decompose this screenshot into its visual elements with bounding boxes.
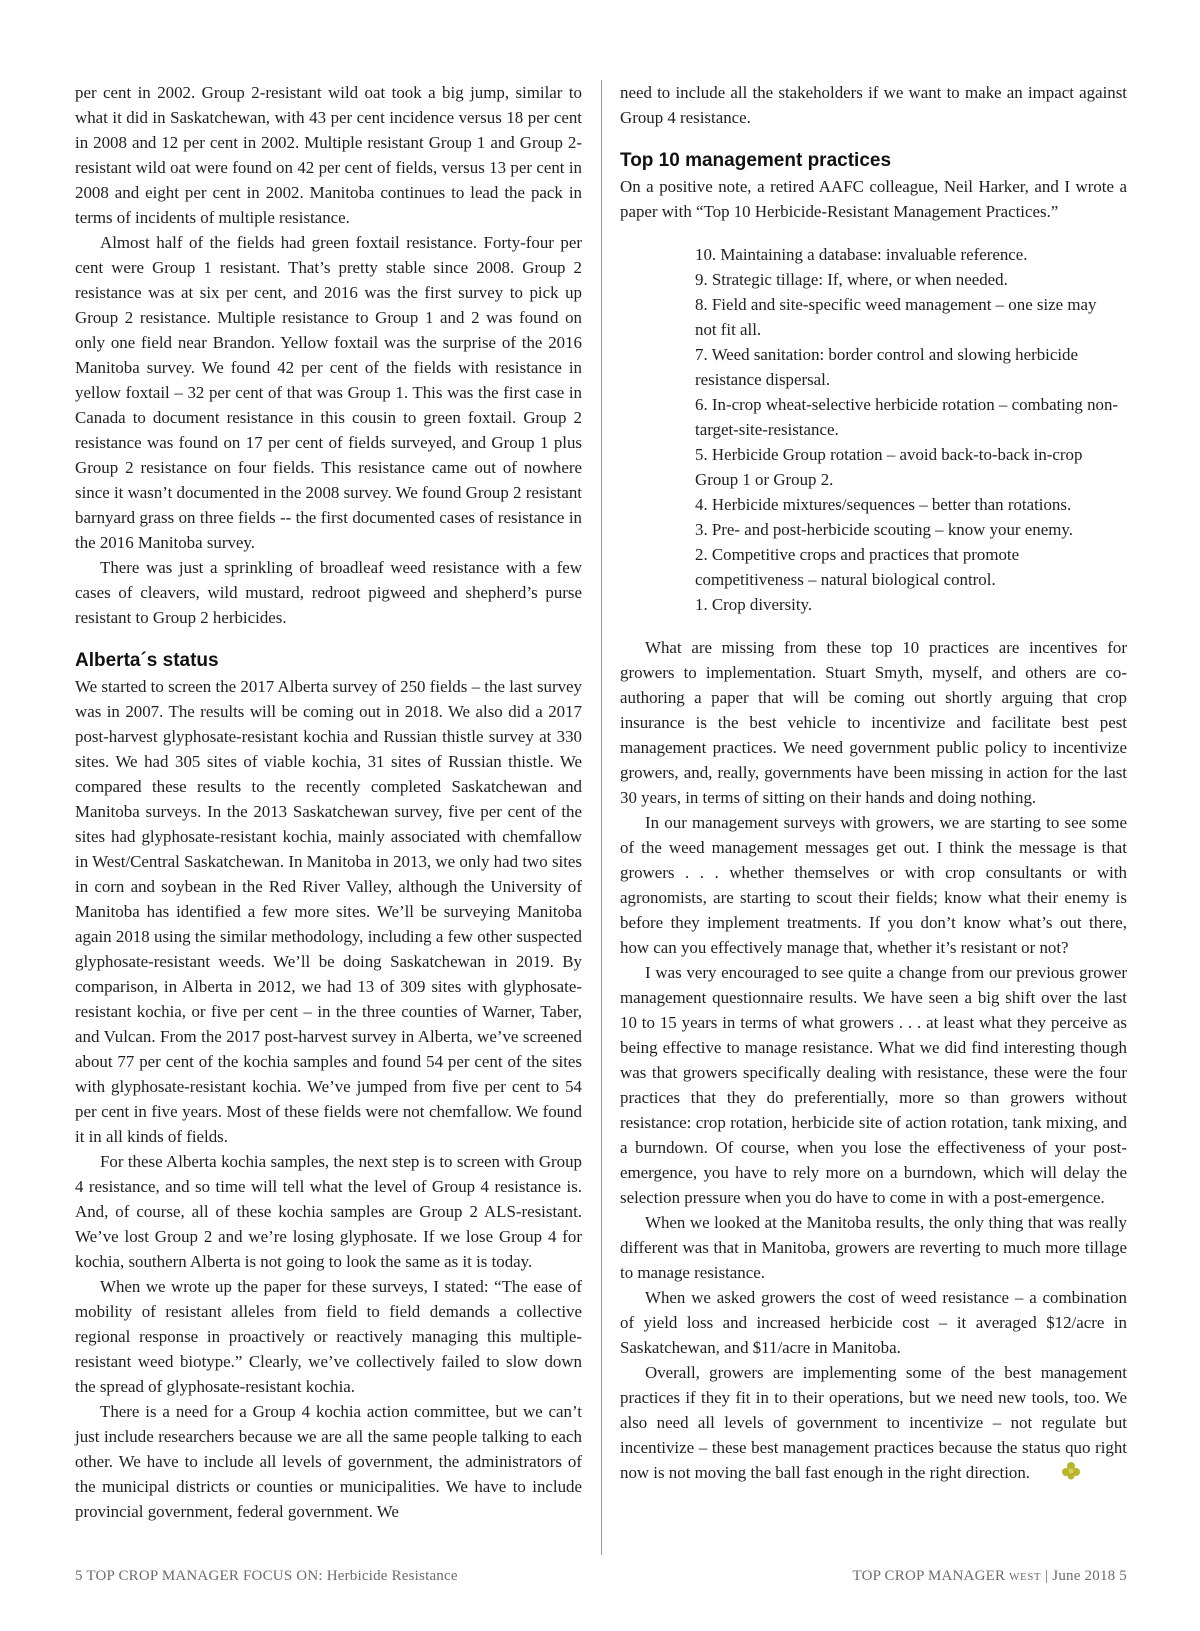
list-item: 4. Herbicide mixtures/sequences – better than rotations. xyxy=(695,495,1072,514)
paragraph: When we asked growers the cost of weed resistance – a combination of yield loss and increased herbicide cost – it averaged $12/acre in Saskatchewan, and $11/acre in Manitoba. xyxy=(620,1288,1127,1357)
footer-date: June 2018 5 xyxy=(1052,1568,1127,1584)
paragraph: per cent in 2002. Group 2-resistant wild oat took a big jump, similar to what it did in Saskatchewan, with 43 per cent incidence versus 18 per cent in 2008 and 12 per cent in 2002. Multiple resistant Group 1 and Group 2-resistant wild oat were found on 42 per cent of fields, versus 13 per cent in 2008 and eight per cent in 2002. Manitoba continues to lead the pack in terms of incidents of multiple resistance. xyxy=(75,83,582,227)
paragraph: When we wrote up the paper for these surveys, I stated: “The ease of mobility of resistant alleles from field to field demands a collective regional response in proactively or reactively managing this multiple-resistant weed biotype.” Clearly, we’ve collectively failed to slow down the spread of glyphosate-resistant kochia. xyxy=(75,1277,582,1396)
list-item: 7. Weed sanitation: border control and slowing herbicide resistance dispersal. xyxy=(695,345,1078,389)
column-divider xyxy=(601,80,602,1555)
list-item: 3. Pre- and post-herbicide scouting – know your enemy. xyxy=(695,520,1073,539)
footer-edition: WEST xyxy=(1009,1571,1042,1583)
paragraph: There was just a sprinkling of broadleaf weed resistance with a few cases of cleavers, wild mustard, redroot pigweed and shepherd’s purse resistant to Group 2 herbicides. xyxy=(75,558,582,627)
paragraph: On a positive note, a retired AAFC colleague, Neil Harker, and I wrote a paper with “Top 10 Herbicide-Resistant Management Practices.” xyxy=(620,177,1127,221)
paragraph: need to include all the stakeholders if we want to make an impact against Group 4 resistance. xyxy=(620,83,1127,127)
left-column xyxy=(75,80,582,1524)
paragraph: For these Alberta kochia samples, the next step is to screen with Group 4 resistance, and so time will tell what the level of Group 4 resistance is. And, of course, all of these kochia samples are Group 2 ALS-resistant. We’ve lost Group 2 and we’re losing glyphosate. If we lose Group 4 for kochia, southern Alberta is not going to look the same as it is today. xyxy=(75,1152,582,1271)
paragraph-text: Overall, growers are implementing some of the best management practices if they fit in to their operations, but we need new tools, too. We also need all levels of government to incentivize – not regulate but incentivize – these best management practices because the status quo right now is not moving the ball fast enough in the right direction. xyxy=(620,1363,1127,1482)
footer-divider: | xyxy=(1045,1568,1049,1584)
paragraph-final xyxy=(620,1360,1127,1488)
list-item: 6. In-crop wheat-selective herbicide rotation – combating non-target-site-resistance. xyxy=(695,395,1119,439)
leaf-end-icon xyxy=(1036,1461,1081,1488)
paragraph: Almost half of the fields had green foxtail resistance. Forty-four per cent were Group 1 resistant. That’s pretty stable since 2008. Group 2 resistance was at six per cent, and 2016 was the first survey to pick up Group 2 resistance. Multiple resistance to Group 1 and 2 was found on only one field near Brandon. Yellow foxtail was the surprise of the 2016 Manitoba survey. We found 42 per cent of the fields with resistance in yellow foxtail – 32 per cent of that was Group 1. This was the first case in Canada to document resistance in this cousin to green foxtail. Group 2 resistance was found on 17 per cent of fields surveyed, and Group 1 plus Group 2 resistance on four fields. This resistance came out of nowhere since it wasn’t documented in the 2008 survey. We found Group 2 resistant barnyard grass on three fields -- the first documented cases of resistance in the 2016 Manitoba survey. xyxy=(75,233,582,552)
list-item: 1. Crop diversity. xyxy=(695,595,813,614)
footer-left: 5 TOP CROP MANAGER FOCUS ON: Herbicide Resistance xyxy=(75,1568,458,1584)
list-item: 2. Competitive crops and practices that promote competitiveness – natural biological control. xyxy=(695,545,1020,589)
paragraph: There is a need for a Group 4 kochia action committee, but we can’t just include researchers because we are all the same people talking to each other. We have to include all levels of government, the administrators of the municipal districts or counties or municipalities. We have to include provincial government, federal government. We xyxy=(75,1402,582,1521)
paragraph: When we looked at the Manitoba results, the only thing that was really different was that in Manitoba, growers are reverting to much more tillage to manage resistance. xyxy=(620,1213,1127,1282)
paragraph: I was very encouraged to see quite a change from our previous grower management questionnaire results. We have seen a big shift over the last 10 to 15 years in terms of what growers . . . at least what they perceive as being effective to manage resistance. What we did find interesting though was that growers specifically dealing with resistance, these were the four practices that they do preferentially, more so than growers without resistance: crop rotation, herbicide site of action rotation, tank mixing, and a burndown. Of course, when you lose the effectiveness of your post-emergence, you have to rely more on a burndown, which will delay the selection pressure when you do have to come in with a post-emergence. xyxy=(620,963,1127,1207)
list-item: 8. Field and site-specific weed management – one size may not fit all. xyxy=(695,295,1097,339)
right-column xyxy=(620,80,1127,1488)
paragraph: We started to screen the 2017 Alberta survey of 250 fields – the last survey was in 2007. The results will be coming out in 2018. We also did a 2017 post-harvest glyphosate-resistant kochia and Russian thistle survey at 330 sites. We had 305 sites of viable kochia, 31 sites of Russian thistle. We compared these results to the recently completed Saskatchewan and Manitoba surveys. In the 2013 Saskatchewan survey, five per cent of the sites had glyphosate-resistant kochia, mainly associated with chemfallow in West/Central Saskatchewan. In Manitoba in 2013, we only had two sites in corn and soybean in the Red River Valley, although the University of Manitoba has identified a few more sites. We’ll be surveying Manitoba again 2018 using the similar methodology, including a few other suspected glyphosate-resistant weeds. We’ll be doing Saskatchewan in 2019. By comparison, in Alberta in 2012, we had 13 of 309 sites with glyphosate-resistant kochia, or five per cent – in the three counties of Warner, Taber, and Vulcan. From the 2017 post-harvest survey in Alberta, we’ve screened about 77 per cent of the kochia samples and found 54 per cent of the sites with glyphosate-resistant kochia. We’ve jumped from five per cent to 54 per cent in five years. Most of these fields were not chemfallow. We found it in all kinds of fields. xyxy=(75,677,582,1146)
practices-list xyxy=(695,242,1120,617)
list-item: 5. Herbicide Group rotation – avoid back-to-back in-crop Group 1 or Group 2. xyxy=(695,445,1083,489)
footer-right xyxy=(853,1568,1128,1585)
paragraph: In our management surveys with growers, we are starting to see some of the weed management messages get out. I think the message is that growers . . . whether themselves or with crop consultants or with agronomists, are starting to scout their fields; know what their enemy is before they implement treatments. If you don’t know what’s out there, how can you effectively manage that, whether it’s resistant or not? xyxy=(620,813,1127,957)
footer-brand: TOP CROP MANAGER xyxy=(852,1568,1006,1584)
section-heading-top-10: Top 10 management practices xyxy=(620,150,892,171)
paragraph: What are missing from these top 10 practices are incentives for growers to implementation. Stuart Smyth, myself, and others are co-authoring a paper that will be coming out shortly arguing that crop insurance is the best vehicle to incentivize and facilitate best pest management practices. We need government public policy to incentivize growers, and, really, governments have been missing in action for the last 30 years, in terms of sitting on their hands and doing nothing. xyxy=(620,638,1127,807)
list-item: 9. Strategic tillage: If, where, or when needed. xyxy=(695,270,1008,289)
list-item: 10. Maintaining a database: invaluable reference. xyxy=(695,245,1028,264)
section-heading-alberta-status: Alberta´s status xyxy=(75,650,219,671)
